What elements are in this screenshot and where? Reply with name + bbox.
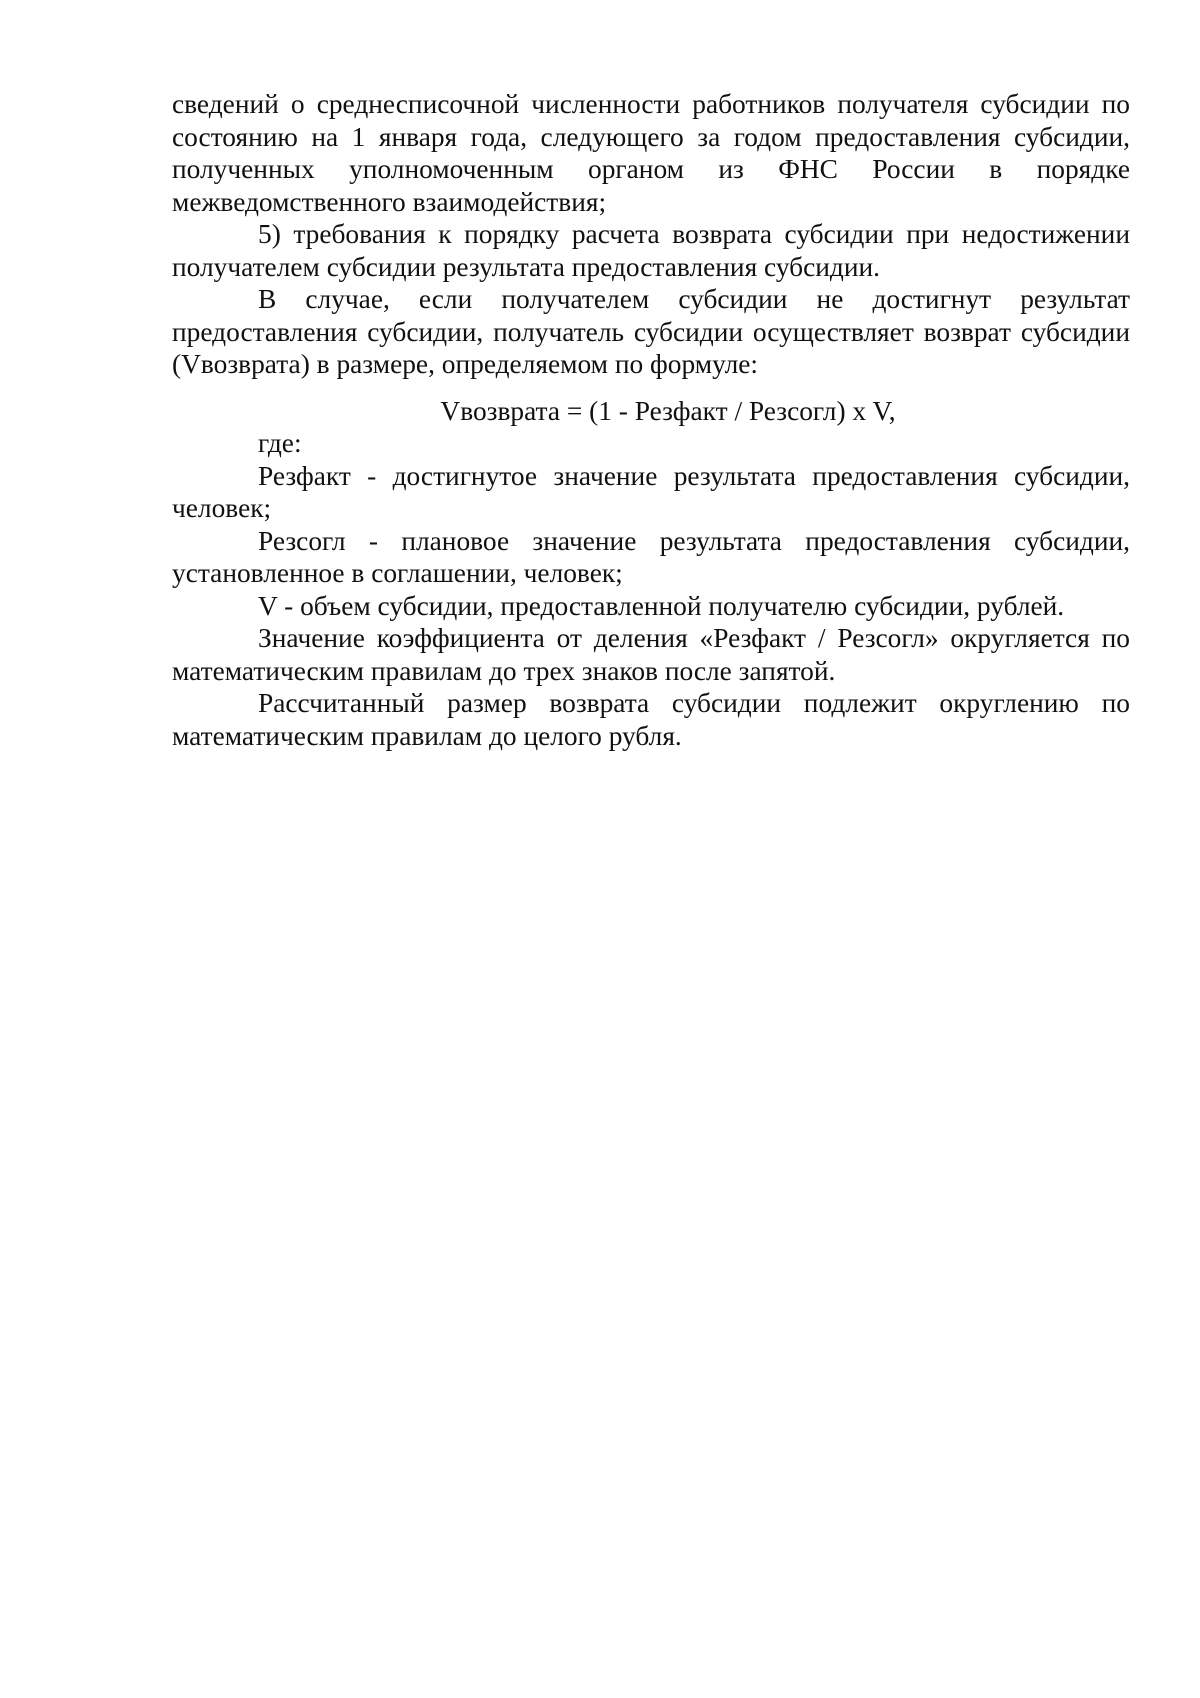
definition-rezsogl: Резсогл - плановое значение результата предоставления субсидии, установленное в соглашении, человек; <box>172 525 1130 588</box>
paragraph-rounding-amount: Рассчитанный размер возврата субсидии подлежит округлению по математическим правилам до целого рубля. <box>172 688 1130 751</box>
paragraph-item-5: 5) требования к порядку расчета возврата субсидии при недостижении получателем субсидии результата предоставления субсидии. <box>172 219 1130 282</box>
definition-v: V - объем субсидии, предоставленной получателю субсидии, рублей. <box>258 590 1065 621</box>
paragraph-return-condition: В случае, если получателем субсидии не достигнут результат предоставления субсидии, получатель субсидии осуществляет возврат субсидии (Vвозврата) в размере, определяемом по формуле: <box>172 284 1130 379</box>
paragraph-rounding-coefficient: Значение коэффициента от деления «Резфакт / Резсогл» округляется по математическим правилам до трех знаков после запятой. <box>172 623 1130 686</box>
where-label: где: <box>258 428 302 458</box>
definition-rezfakt: Резфакт - достигнутое значение результата предоставления субсидии, человек; <box>172 460 1130 523</box>
document-body <box>172 88 1130 752</box>
paragraph-continuation: сведений о среднесписочной численности работников получателя субсидии по состоянию на 1 января года, следующего за годом предоставления субсидии, полученных уполномоченным органом из ФНС России в порядке межведомственного взаимодействия; <box>172 89 1130 217</box>
return-formula: Vвозврата = (1 - Резфакт / Резсогл) x V, <box>440 395 896 426</box>
